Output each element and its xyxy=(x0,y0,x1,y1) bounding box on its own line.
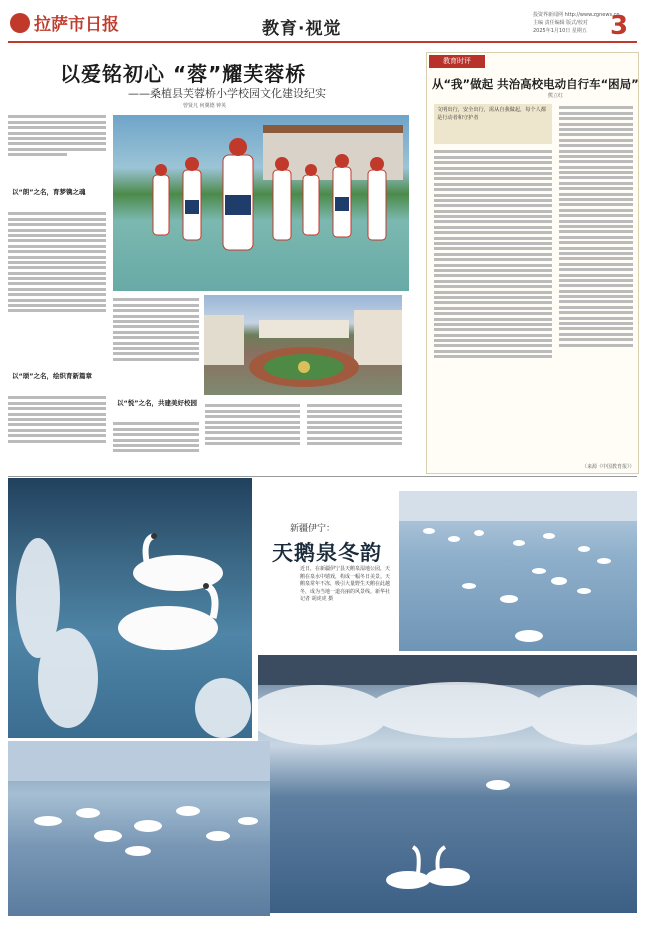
article-column-4-text xyxy=(307,402,402,468)
commentary-column-1-text xyxy=(434,148,552,460)
article-subtitle: ——桑植县芙蓉桥小学校园文化建设纪实 xyxy=(128,87,326,100)
header-info-2: 主编 责任编辑 版式/校对 xyxy=(533,20,588,26)
photo-swans-flock-water xyxy=(399,491,637,651)
header-rule xyxy=(8,41,637,43)
photo-student-dance xyxy=(113,115,409,291)
commentary-title: 从“我”做起 共治高校电动自行车“困局” xyxy=(432,77,639,91)
section-heading-1: 以“朗”之名，育梦镌之魂 xyxy=(12,188,86,196)
article-column-1b-text xyxy=(8,394,106,466)
section-divider xyxy=(8,476,637,477)
section-title: 教育·视觉 xyxy=(262,19,342,39)
article-title: 以爱铭初心 “蓉”耀芙蓉桥 xyxy=(60,62,307,86)
feature-kicker: 新疆伊宁： xyxy=(290,524,336,534)
article-byline: 曾贤凡 何翼德 钟英 xyxy=(183,103,227,109)
photo-swans-lake-snow xyxy=(258,655,637,913)
commentary-source: （来源《中国教育报》） xyxy=(582,464,635,470)
masthead-text: 拉萨市日报 xyxy=(34,15,119,35)
photo-swans-swimming xyxy=(8,741,270,916)
article-intro-text xyxy=(8,113,106,183)
article-column-3-text xyxy=(205,402,300,468)
commentary-byline: 熊立红 xyxy=(548,93,564,99)
section-heading-2: 以“颂”之名，绘织育新篇章 xyxy=(12,372,93,380)
feature-title: 天鹅泉冬韵 xyxy=(272,541,382,565)
page-number: 3 xyxy=(610,11,629,41)
feature-caption: 近日，在新疆伊宁县天鹅泉湿地公园，天鹅在泉水中嬉戏，构成一幅冬日美景。天鹅泉常年不冻，吸引大量野生天鹅在此越冬，成为当地一道亮丽的风景线。新华社记者 胡虎虎 摄 xyxy=(300,566,391,602)
article-column-2-text xyxy=(113,296,199,390)
masthead-logo xyxy=(8,9,128,37)
section-heading-3: 以“悦”之名，共建美好校园 xyxy=(117,399,198,407)
commentary-tag: 教育时评 xyxy=(429,55,485,68)
photo-swans-snow-trees xyxy=(8,478,252,738)
header-info-1: 投资界新闻网 http://www.zgnews.cn xyxy=(533,12,620,18)
commentary-column-2-text xyxy=(559,104,633,460)
photo-campus-aerial xyxy=(204,295,402,395)
article-column-2b-text xyxy=(113,420,199,468)
commentary-summary: 文明出行，安全出行，需从自我做起，每个人都是行动者和守护者 xyxy=(434,104,552,144)
header-info-3: 2025年1月10日 星期五 xyxy=(533,28,587,34)
article-column-1-text xyxy=(8,210,106,358)
